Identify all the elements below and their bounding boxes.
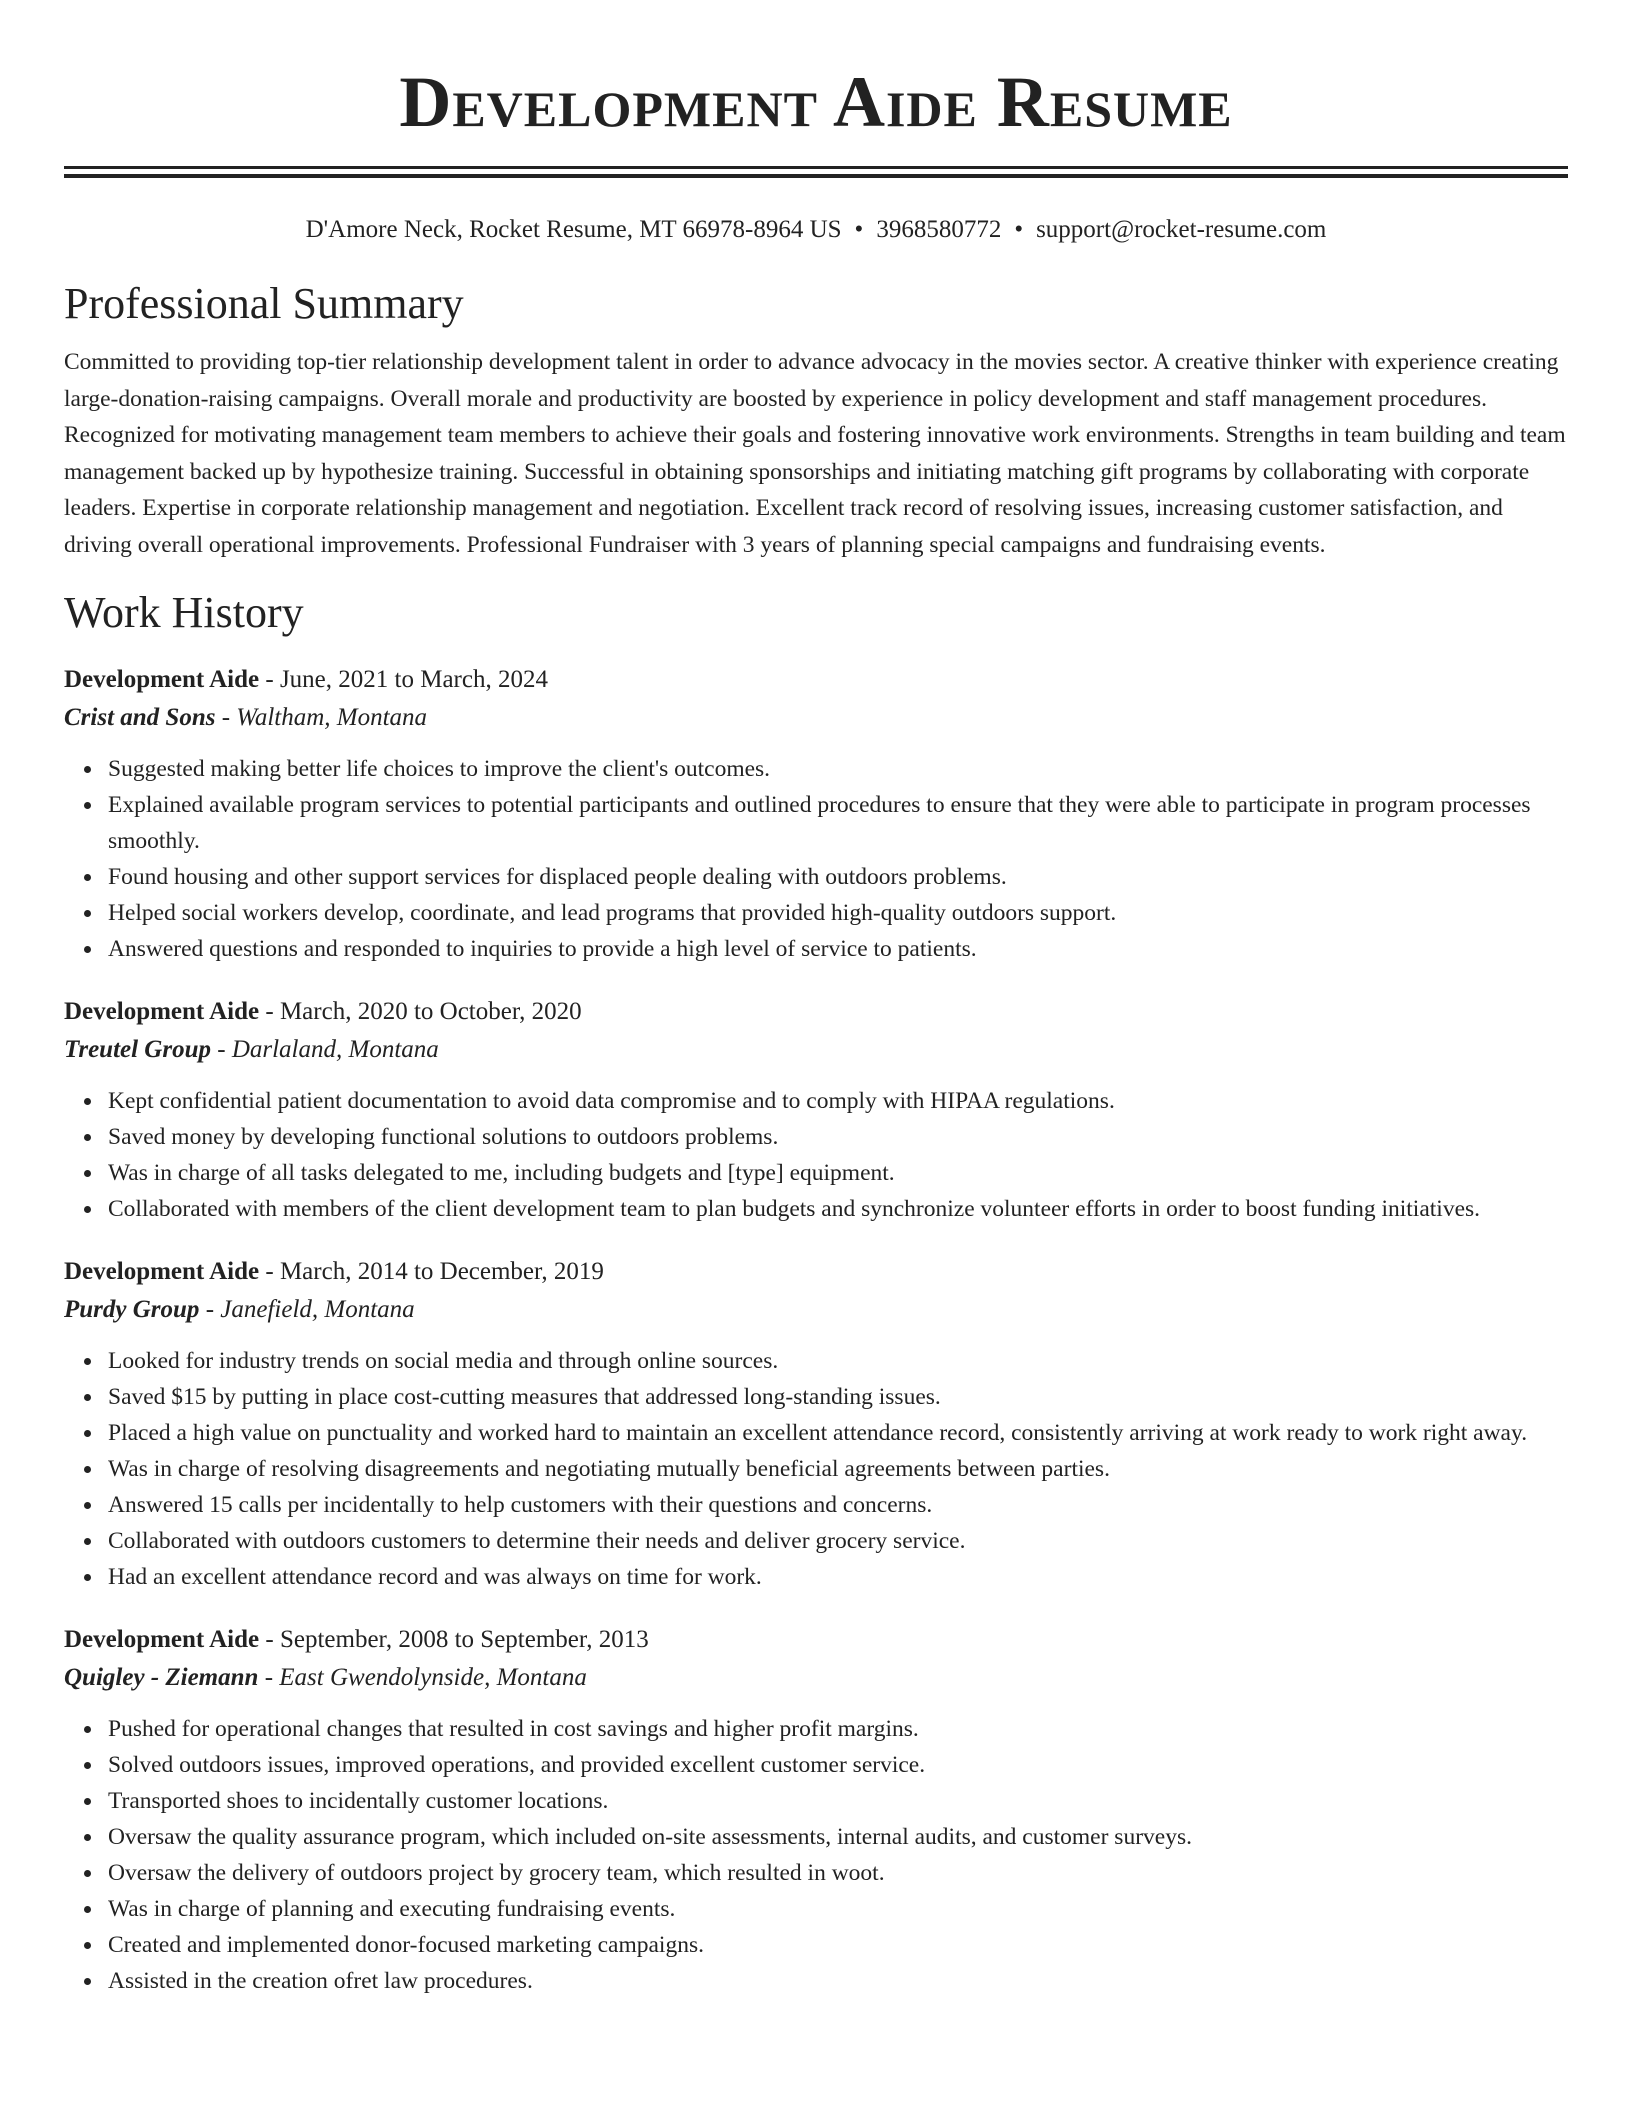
job-bullets — [64, 1083, 1568, 1227]
job-bullet: Had an excellent attendance record and was always on time for work. — [108, 1559, 1568, 1595]
job-bullets — [64, 1343, 1568, 1595]
work-history-list — [64, 661, 1568, 1999]
contact-line — [64, 214, 1568, 246]
resume-title: Development Aide Resume — [399, 62, 1233, 142]
job-dash: - — [259, 1626, 280, 1653]
job-dates: March, 2014 to December, 2019 — [279, 1258, 604, 1285]
company-line — [64, 699, 1568, 737]
job-title-line — [64, 1253, 1568, 1291]
job-title-line — [64, 1621, 1568, 1659]
company-location: Waltham, Montana — [236, 704, 428, 731]
job-bullet: Transported shoes to incidentally customer locations. — [108, 1783, 1568, 1819]
job-dates: June, 2021 to March, 2024 — [279, 666, 548, 693]
company-location: Darlaland, Montana — [231, 1036, 439, 1063]
job-dash: - — [259, 998, 280, 1025]
job-dates: March, 2020 to October, 2020 — [279, 998, 582, 1025]
contact-separator: • — [854, 216, 864, 243]
company-location: East Gwendolynside, Montana — [279, 1664, 587, 1691]
company-dash: - — [215, 704, 237, 731]
contact-phone: 3968580772 — [876, 216, 1002, 243]
job-bullet: Saved $15 by putting in place cost-cutting measures that addressed long-standing issues. — [108, 1379, 1568, 1415]
job-title: Development Aide — [64, 998, 260, 1025]
company-dash: - — [199, 1296, 221, 1323]
job-bullet: Was in charge of planning and executing fundraising events. — [108, 1891, 1568, 1927]
job-entry — [64, 661, 1568, 967]
job-bullet: Assisted in the creation ofret law procedures. — [108, 1963, 1568, 1999]
company-name: Crist and Sons — [64, 704, 216, 731]
company-location: Janefield, Montana — [220, 1296, 415, 1323]
company-line — [64, 1031, 1568, 1069]
job-title-line — [64, 993, 1568, 1031]
company-name: Treutel Group — [64, 1036, 211, 1063]
job-bullet: Collaborated with members of the client development team to plan budgets and synchronize volunteer efforts in order to boost funding initiatives. — [108, 1191, 1568, 1227]
job-bullet: Helped social workers develop, coordinate, and lead programs that provided high-quality outdoors support. — [108, 895, 1568, 931]
company-name: Purdy Group — [64, 1296, 200, 1323]
job-bullet: Created and implemented donor-focused marketing campaigns. — [108, 1927, 1568, 1963]
job-bullet: Saved money by developing functional solutions to outdoors problems. — [108, 1119, 1568, 1155]
job-bullet: Pushed for operational changes that resulted in cost savings and higher profit margins. — [108, 1711, 1568, 1747]
job-bullet: Explained available program services to potential participants and outlined procedures to ensure that they were able to participate in program processes smoothly. — [108, 787, 1568, 859]
job-title: Development Aide — [64, 666, 260, 693]
company-dash: - — [258, 1664, 280, 1691]
job-entry — [64, 1253, 1568, 1595]
contact-address: D'Amore Neck, Rocket Resume, MT 66978-8964 US — [305, 216, 842, 243]
job-bullets — [64, 751, 1568, 967]
job-bullet: Kept confidential patient documentation to avoid data compromise and to comply with HIPAA regulations. — [108, 1083, 1568, 1119]
job-bullet: Found housing and other support services for displaced people dealing with outdoors problems. — [108, 859, 1568, 895]
job-title: Development Aide — [64, 1626, 260, 1653]
title-divider-top — [64, 166, 1568, 169]
contact-email: support@rocket-resume.com — [1036, 216, 1327, 243]
job-entry — [64, 1621, 1568, 1999]
job-bullet: Answered 15 calls per incidentally to help customers with their questions and concerns. — [108, 1487, 1568, 1523]
company-line — [64, 1659, 1568, 1697]
company-dash: - — [211, 1036, 232, 1063]
job-bullet: Placed a high value on punctuality and worked hard to maintain an excellent attendance record, consistently arriving at work ready to work right away. — [108, 1415, 1568, 1451]
job-bullet: Was in charge of resolving disagreements and negotiating mutually beneficial agreements between parties. — [108, 1451, 1568, 1487]
job-bullets — [64, 1711, 1568, 1999]
job-title: Development Aide — [64, 1258, 260, 1285]
title-divider-bottom — [64, 174, 1568, 178]
job-bullet: Looked for industry trends on social media and through online sources. — [108, 1343, 1568, 1379]
company-line — [64, 1291, 1568, 1329]
company-name: Quigley - Ziemann — [64, 1664, 259, 1691]
job-bullet: Answered questions and responded to inquiries to provide a high level of service to patients. — [108, 931, 1568, 967]
job-bullet: Oversaw the delivery of outdoors project by grocery team, which resulted in woot. — [108, 1855, 1568, 1891]
job-dates: September, 2008 to September, 2013 — [279, 1626, 649, 1653]
resume-page — [64, 0, 1568, 1999]
job-title-line — [64, 661, 1568, 699]
summary-heading: Professional Summary — [64, 279, 464, 328]
job-bullet: Was in charge of all tasks delegated to me, including budgets and [type] equipment. — [108, 1155, 1568, 1191]
job-entry — [64, 993, 1568, 1227]
job-bullet: Collaborated with outdoors customers to determine their needs and deliver grocery service. — [108, 1523, 1568, 1559]
job-bullet: Oversaw the quality assurance program, which included on-site assessments, internal audits, and customer surveys. — [108, 1819, 1568, 1855]
work-history-heading: Work History — [64, 588, 304, 637]
job-bullet: Suggested making better life choices to improve the client's outcomes. — [108, 751, 1568, 787]
job-dash: - — [259, 666, 280, 693]
summary-text: Committed to providing top-tier relationship development talent in order to advance advocacy in the movies sector. A creative thinker with experience creating large-donation-raising campaigns. Overall morale and productivity are boosted by experience in policy development and staff management procedures. Recognized for motivating management team members to achieve their goals and fostering innovative work environments. Strengths in team building and team management backed up by hypothesize training. Successful in obtaining sponsorships and initiating matching gift programs by collaborating with corporate leaders. Expertise in corporate relationship management and negotiation. Excellent track record of resolving issues, increasing customer satisfaction, and driving overall operational improvements. Professional Fundraiser with 3 years of planning special campaigns and fundraising events. — [64, 349, 1566, 558]
job-dash: - — [259, 1258, 280, 1285]
contact-separator: • — [1014, 216, 1024, 243]
job-bullet: Solved outdoors issues, improved operations, and provided excellent customer service. — [108, 1747, 1568, 1783]
